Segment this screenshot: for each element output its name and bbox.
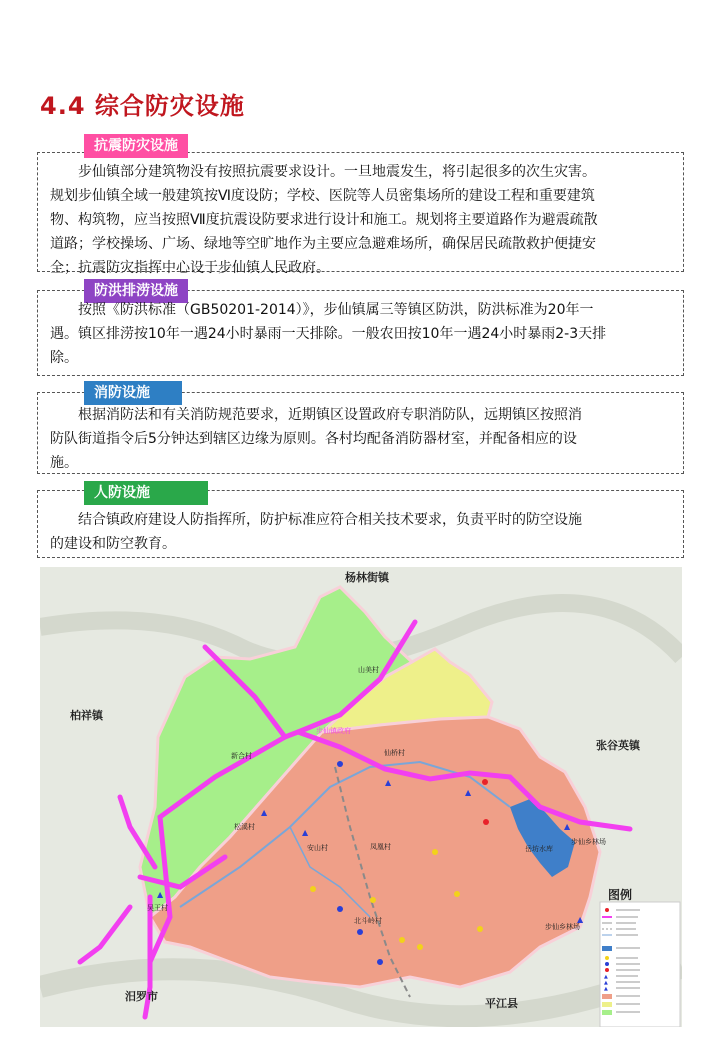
text-line: 全；抗震防灾指挥中心设于步仙镇人民政府。 — [50, 260, 330, 276]
section-tag-fire: 消防设施 — [84, 381, 182, 405]
town-label: 步仙镇政府 — [316, 727, 351, 735]
region-label: 平江县 — [485, 997, 518, 1010]
section-tag-seismic: 抗震防灾设施 — [84, 134, 188, 158]
school-marker — [337, 906, 343, 912]
legend-swatch — [605, 908, 609, 912]
shelter-triangle-icon: ▲ — [385, 778, 392, 787]
legend-swatch — [605, 956, 609, 960]
text-line: 除。 — [50, 350, 78, 366]
legend-swatch — [605, 968, 609, 972]
text-line: 根据消防法和有关消防规范要求，近期镇区设置政府专职消防队，远期镇区按照消 — [50, 407, 582, 423]
shelter-triangle-icon: ▲ — [261, 808, 268, 817]
page-title: 4.4 综合防灾设施 — [40, 92, 245, 120]
text-line: 道路；学校操场、广场、绿地等空旷地作为主要应急避难场所，确保居民疏散救护便捷安 — [50, 236, 596, 252]
village-label: 凤凰村 — [370, 843, 391, 851]
fire-station-marker — [483, 819, 489, 825]
region-label: 柏祥镇 — [70, 709, 103, 722]
school-marker — [337, 761, 343, 767]
village-label: 北斗岭村 — [354, 917, 382, 925]
school-marker — [377, 959, 383, 965]
shelter-triangle-icon: ▲ — [564, 822, 571, 831]
shelter-marker — [454, 891, 460, 897]
village-label: 仙桥村 — [384, 749, 405, 757]
shelter-marker — [477, 926, 483, 932]
shelter-marker — [417, 944, 423, 950]
text-line: 施。 — [50, 455, 78, 471]
legend-swatch — [602, 1010, 612, 1015]
fire-station-marker — [482, 779, 488, 785]
section-tag-civil-defense: 人防设施 — [84, 481, 208, 505]
legend-swatch: ▲ — [604, 980, 608, 986]
section-text-fire — [50, 403, 675, 475]
village-label: 吴王村 — [147, 904, 168, 912]
shelter-triangle-icon: ▲ — [465, 788, 472, 797]
region-label: 张谷英镇 — [596, 739, 640, 752]
map-canvas — [40, 567, 682, 1027]
section-text-flood — [50, 298, 675, 370]
village-label: 新合村 — [231, 752, 252, 760]
shelter-triangle-icon: ▲ — [157, 890, 164, 899]
text-line: 遇。镇区排涝按10年一遇24小时暴雨一天排除。一般农田按10年一遇24小时暴雨2-3天排 — [50, 326, 607, 342]
shelter-marker — [370, 897, 376, 903]
text-line: 物、构筑物，应当按照Ⅶ度抗震设防要求进行设计和施工。规划将主要道路作为避震疏散 — [50, 212, 598, 228]
text-line: 结合镇政府建设人防指挥所，防护标准应符合相关技术要求，负责平时的防空设施 — [50, 512, 582, 528]
village-label: 步仙乡林场 — [571, 838, 606, 846]
village-label: 步仙乡林场 — [545, 923, 580, 931]
legend-swatch — [605, 962, 609, 966]
text-line: 防队街道指令后5分钟达到辖区边缘为原则。各村均配备消防器材室，并配备相应的设 — [50, 431, 577, 447]
section-tag-flood: 防洪排涝设施 — [84, 279, 188, 303]
region-label: 杨林街镇 — [345, 571, 389, 584]
shelter-triangle-icon: ▲ — [302, 828, 309, 837]
legend-swatch: ▲ — [604, 986, 608, 992]
school-marker — [357, 929, 363, 935]
text-line: 按照《防洪标准（GB50201-2014）》，步仙镇属三等镇区防洪，防洪标准为20年一 — [50, 302, 594, 318]
village-label: 岳坊水库 — [525, 845, 553, 853]
section-text-civil-defense — [50, 508, 675, 556]
legend-swatch — [602, 1002, 612, 1007]
section-text-seismic — [50, 160, 675, 280]
village-label: 山美村 — [358, 666, 379, 674]
map-legend — [600, 887, 680, 1027]
region-label: 汨罗市 — [125, 990, 158, 1003]
shelter-marker — [399, 937, 405, 943]
village-label: 松溪村 — [234, 823, 255, 831]
text-line: 规划步仙镇全域一般建筑按Ⅵ度设防；学校、医院等人员密集场所的建设工程和重要建筑 — [50, 188, 595, 204]
shelter-marker — [310, 886, 316, 892]
text-line: 的建设和防空教育。 — [50, 536, 176, 552]
legend-swatch — [602, 946, 612, 951]
disaster-prevention-map — [40, 567, 682, 1027]
legend-swatch — [602, 994, 612, 999]
village-label: 安山村 — [307, 844, 328, 852]
shelter-marker — [432, 849, 438, 855]
text-line: 步仙镇部分建筑物没有按照抗震要求设计。一旦地震发生，将引起很多的次生灾害。 — [50, 164, 596, 180]
legend-swatch: ▲ — [604, 974, 608, 980]
shelter-triangle-icon: ▲ — [577, 915, 584, 924]
legend-title: 图例 — [608, 888, 633, 902]
